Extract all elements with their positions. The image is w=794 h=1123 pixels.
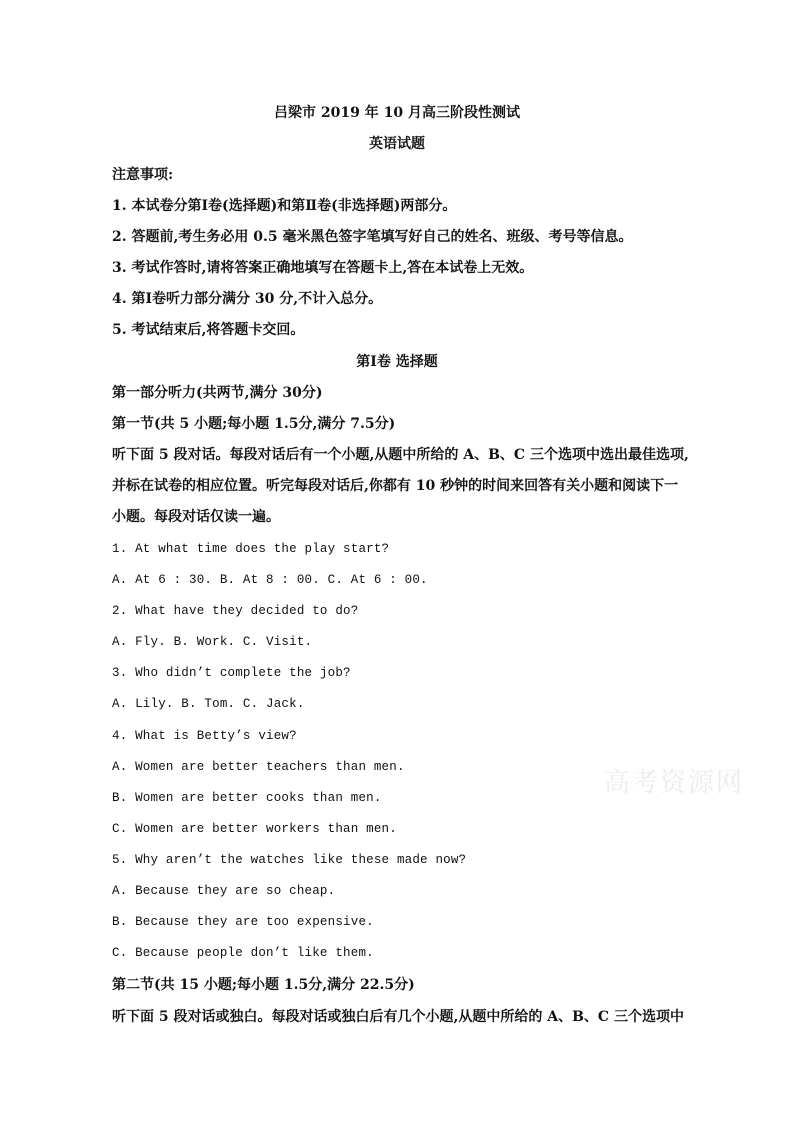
watermark: 高考资源网: [604, 768, 745, 798]
question-line: A. Women are better teachers than men.: [112, 760, 405, 774]
section2-heading: 第二节(共 15 小题;每小题 1.5分,满分 22.5分): [112, 977, 415, 993]
section1-instruction-line: 听下面 5 段对话。每段对话后有一个小题,从题中所给的 A、B、C 三个选项中选出最佳选项,: [112, 447, 689, 463]
section1-instruction-line: 小题。每段对话仅读一遍。: [112, 509, 280, 525]
notice-item: 5. 考试结束后,将答题卡交回。: [112, 322, 305, 338]
notice-heading: 注意事项:: [112, 167, 174, 183]
exam-subject: 英语试题: [369, 136, 425, 152]
notice-item: 2. 答题前,考生务必用 0.5 毫米黑色签字笔填写好自己的姓名、班级、考号等信息。: [112, 229, 633, 245]
question-line: C. Because people don’t like them.: [112, 946, 374, 960]
section1-heading: 第一节(共 5 小题;每小题 1.5分,满分 7.5分): [112, 416, 396, 432]
volume-heading: 第Ⅰ卷 选择题: [356, 354, 438, 370]
question-line: B. Because they are too expensive.: [112, 915, 374, 929]
question-line: B. Women are better cooks than men.: [112, 791, 382, 805]
question-line: 3. Who didn’t complete the job?: [112, 666, 351, 680]
question-line: 4. What is Betty’s view?: [112, 729, 297, 743]
question-line: 1. At what time does the play start?: [112, 542, 390, 556]
question-line: 2. What have they decided to do?: [112, 604, 359, 618]
question-line: A. At 6 : 30. B. At 8 : 00. C. At 6 : 00.: [112, 573, 428, 587]
notice-item: 3. 考试作答时,请将答案正确地填写在答题卡上,答在本试卷上无效。: [112, 260, 534, 276]
section2-instruction-line: 听下面 5 段对话或独白。每段对话或独白后有几个小题,从题中所给的 A、B、C 三个选项中: [112, 1009, 684, 1025]
section1-instruction-line: 并标在试卷的相应位置。听完每段对话后,你都有 10 秒钟的时间来回答有关小题和阅读下一: [112, 478, 679, 494]
exam-title: 吕梁市 2019 年 10 月高三阶段性测试: [274, 105, 520, 121]
notice-item: 4. 第Ⅰ卷听力部分满分 30 分,不计入总分。: [112, 291, 383, 307]
question-line: C. Women are better workers than men.: [112, 822, 397, 836]
part1-heading: 第一部分听力(共两节,满分 30分): [112, 385, 323, 401]
question-line: A. Lily. B. Tom. C. Jack.: [112, 697, 305, 711]
question-line: A. Fly. B. Work. C. Visit.: [112, 635, 313, 649]
question-line: 5. Why aren’t the watches like these made now?: [112, 853, 467, 867]
question-line: A. Because they are so cheap.: [112, 884, 336, 898]
notice-item: 1. 本试卷分第Ⅰ卷(选择题)和第Ⅱ卷(非选择题)两部分。: [112, 198, 457, 214]
